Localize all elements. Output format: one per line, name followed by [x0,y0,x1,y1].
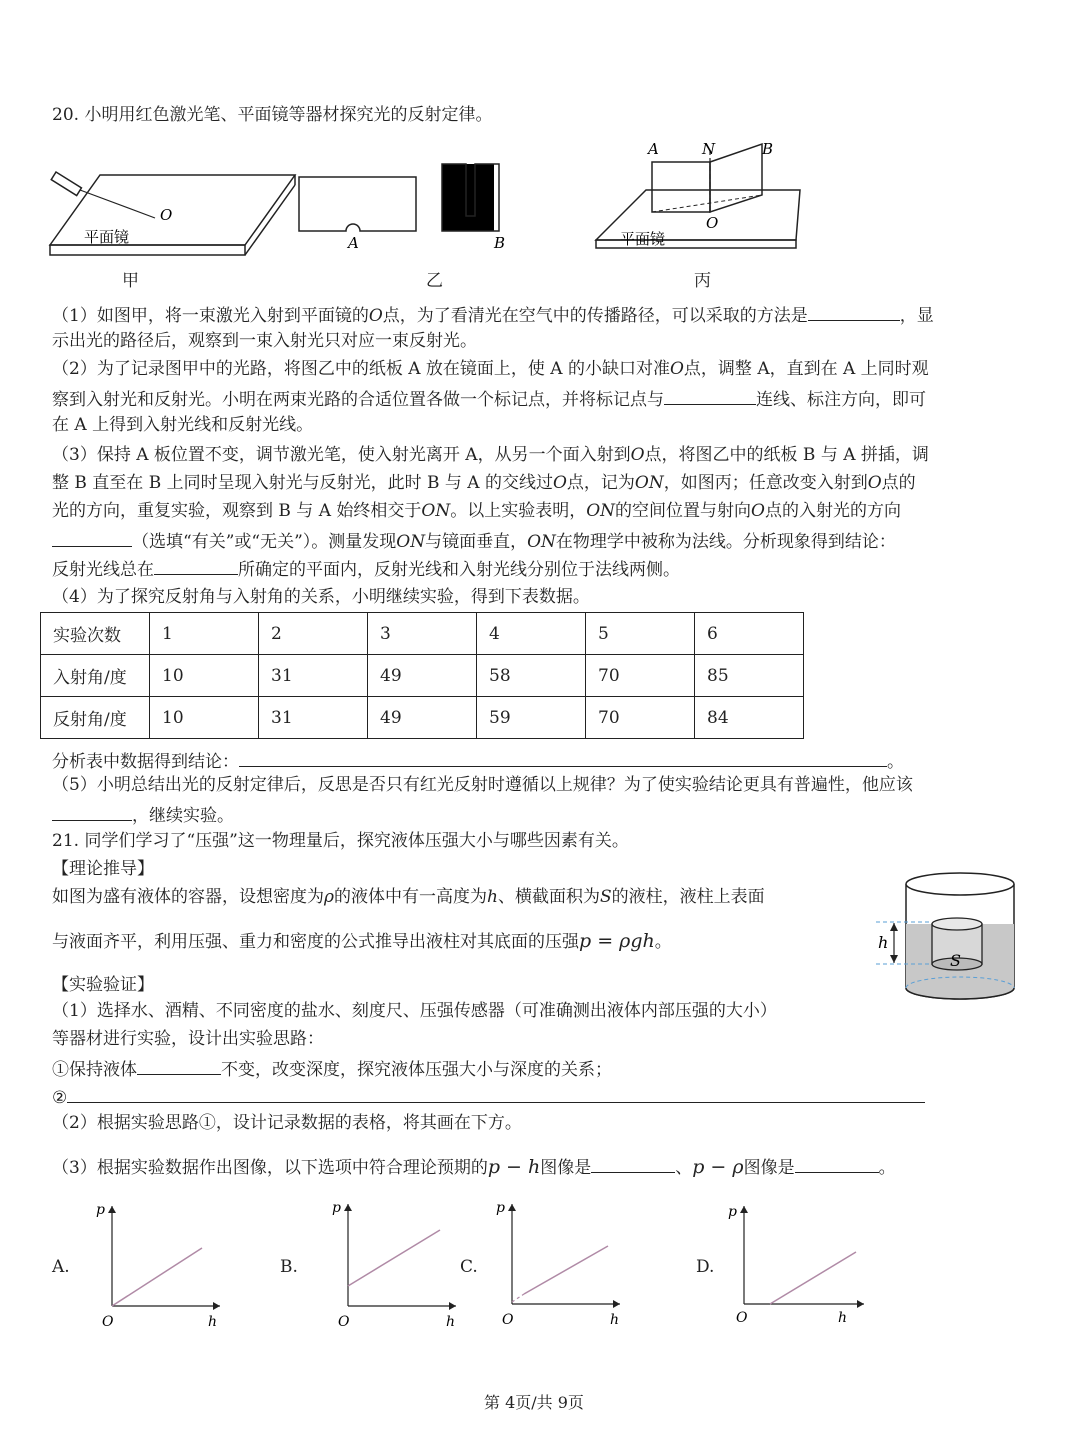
axis-p-label: p [496,1200,505,1216]
q21-theory-line1: 如图为盛有液体的容器，设想密度为ρ的液体中有一高度为h、横截面积为S的液柱，液柱上表面 [52,887,765,907]
table-cell: 49 [368,655,477,697]
q20-part2-line3: 在 A 上得到入射光线和反射光线。 [52,415,314,435]
slot-b-label: B [494,234,506,252]
table-cell: 10 [150,697,259,739]
table-cell: 入射角/度 [41,655,150,697]
table-cell: 58 [477,655,586,697]
q21-exp2: （2）根据实验思路①，设计记录数据的表格，将其画在下方。 [52,1113,522,1133]
axis-h-label: h [838,1310,848,1326]
q20-part4-intro: （4）为了探究反射角与入射角的关系，小明继续实验，得到下表数据。 [52,587,590,607]
q20-part3-line1: （3）保持 A 板位置不变，调节激光笔，使入射光离开 A，从另一个面入射到O点，将图乙中的纸板 B 与 A 拼插，调 [52,445,929,465]
q20-part1-line2: 示出光的路径后，观察到一束入射光只对应一束反射光。 [52,331,477,351]
option-d-label[interactable]: D. [696,1257,715,1277]
q20-part2-line1: （2）为了记录图甲中的光路，将图乙中的纸板 A 放在镜面上，使 A 的小缺口对准O点，调整 A，直到在 A 上同时观 [52,359,929,379]
mirror-label: 平面镜 [620,230,666,248]
graph-line [112,1248,202,1306]
axis-h-label: h [610,1312,620,1328]
figure-bing [590,140,810,262]
q21-exp1-line1: （1）选择水、酒精、不同密度的盐水、刻度尺、压强传感器（可准确测出液体内部压强的大小） [52,1001,777,1021]
axis-p-label: p [96,1202,105,1218]
graph-line [348,1230,440,1286]
table-cell: 10 [150,655,259,697]
table-cell: 31 [259,697,368,739]
axis-h-label: h [208,1314,218,1330]
laser-pen-icon [51,172,155,218]
notch-a-label: A [348,234,359,252]
table-cell: 1 [150,613,259,655]
axis-p-label: p [728,1204,737,1220]
q21-exp1-line3: ①保持液体 不变，改变深度，探究液体压强大小与深度的关系； [52,1056,612,1081]
q20-part2-line2: 察到入射光和反射光。小明在两束光路的合适位置各做一个标记点，并将标记点与 连线、标注方向，即可 [52,386,926,411]
answer-blank[interactable] [591,1154,675,1173]
graph-a[interactable] [90,1200,230,1330]
answer-blank[interactable] [52,802,132,821]
table-cell: 5 [586,613,695,655]
q21-title: 21. 同学们学习了“压强”这一物理量后，探究液体压强大小与哪些因素有关。 [52,831,629,851]
q20-part3-line4: （选填“有关”或“无关”）。测量发现ON与镜面垂直，ON在物理学中被称为法线。分析现象得到结论： [52,528,896,553]
figure-jia [40,160,270,260]
table-cell: 实验次数 [41,613,150,655]
point-o-label: O [160,206,173,224]
q21-exp1-line2: 等器材进行实验，设计出实验思路： [52,1029,324,1049]
table-cell: 84 [695,697,804,739]
q21-exp-heading: 【实验验证】 [52,975,154,995]
figure-yi [298,176,558,256]
plane-n-label: N [702,140,716,158]
origin-label: O [338,1314,350,1330]
cylinder-s-label: S [950,951,961,970]
table-cell: 2 [259,613,368,655]
table-cell: 70 [586,655,695,697]
caption-yi: 乙 [426,271,443,291]
table-row [41,613,804,655]
cylinder-h-label: h [878,933,889,952]
answer-blank[interactable] [154,556,238,575]
graph-b[interactable] [326,1196,466,1330]
q20-title: 20. 小明用红色激光笔、平面镜等器材探究光的反射定律。 [52,105,493,125]
table-cell: 3 [368,613,477,655]
answer-blank[interactable] [67,1084,925,1103]
origin-label: O [502,1312,514,1328]
option-b-label[interactable]: B. [280,1257,298,1277]
table-cell: 6 [695,613,804,655]
q20-part5-line1: （5）小明总结出光的反射定律后，反思是否只有红光反射时遵循以上规律？为了使实验结论更具有普遍性，他应该 [52,775,913,795]
table-cell: 反射角/度 [41,697,150,739]
q21-exp3: （3）根据实验数据作出图像，以下选项中符合理论预期的p − h图像是 、p − ρ图像是 。 [52,1156,896,1178]
graph-line [770,1252,856,1304]
option-c-label[interactable]: C. [460,1257,478,1277]
q20-part3-line3: 光的方向，重复实验，观察到 B 与 A 始终相交于ON。以上实验表明，ON的空间位置与射向O点的入射光的方向 [52,501,901,521]
answer-blank[interactable] [808,302,900,321]
q20-part4-conclusion: 分析表中数据得到结论： 。 [52,748,904,773]
graph-d[interactable] [724,1200,874,1330]
table-cell: 70 [586,697,695,739]
point-o-label: O [706,214,719,232]
plane-b-label: B [762,140,774,158]
q20-part1-line1: （1）如图甲，将一束激光入射到平面镜的O点，为了看清光在空气中的传播路径，可以采取的方法是 ，显 [52,302,934,327]
axis-p-label: p [332,1200,341,1216]
q20-part5-line2: ，继续实验。 [52,802,234,827]
axis-h-label: h [446,1314,456,1330]
origin-label: O [736,1310,748,1326]
option-a-label[interactable]: A. [52,1257,70,1277]
answer-blank[interactable] [795,1154,879,1173]
table-row [41,697,804,739]
page-footer: 第 4页/共 9页 [484,1393,584,1412]
q21-theory-line2: 与液面齐平，利用压强、重力和密度的公式推导出液柱对其底面的压强p = ρgh。 [52,930,672,952]
plane-a-label: A [648,140,659,158]
answer-blank[interactable] [52,528,132,547]
origin-label: O [102,1314,114,1330]
q20-part3-line5: 反射光线总在 所确定的平面内，反射光线和入射光线分别位于法线两侧。 [52,556,680,581]
table-cell: 49 [368,697,477,739]
liquid-container-figure [872,866,1032,1011]
table-cell: 4 [477,613,586,655]
caption-jia: 甲 [122,271,139,291]
answer-blank[interactable] [239,748,887,767]
q21-exp1-line4: ② [52,1084,925,1109]
data-table [40,612,804,739]
table-cell: 85 [695,655,804,697]
table-cell: 59 [477,697,586,739]
graph-c[interactable] [490,1196,630,1326]
answer-blank[interactable] [137,1056,221,1075]
table-cell: 31 [259,655,368,697]
table-row [41,655,804,697]
q21-theory-heading: 【理论推导】 [52,859,154,879]
q20-part3-line2: 整 B 直至在 B 上同时呈现入射光与反射光，此时 B 与 A 的交线过O点，记为ON，如图丙；任意改变入射到O点的 [52,473,916,493]
answer-blank[interactable] [664,386,756,405]
graph-line [524,1246,608,1294]
mirror-label: 平面镜 [84,228,130,246]
caption-bing: 丙 [694,271,711,291]
